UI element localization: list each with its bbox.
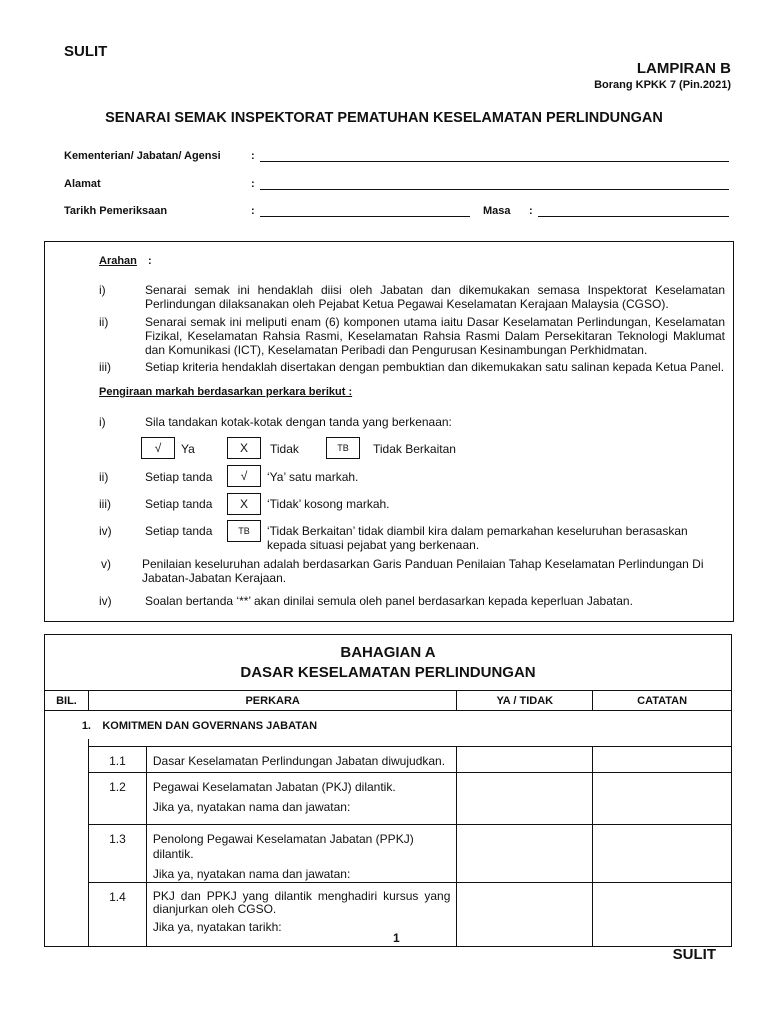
address-input-line[interactable] <box>260 189 729 190</box>
legend-yes: Ya <box>181 442 195 456</box>
row-subtext: Jika ya, nyatakan tarikh: <box>152 920 282 934</box>
address-label: Alamat <box>64 178 101 190</box>
section-part: BAHAGIAN A <box>340 643 436 661</box>
appendix-label: LAMPIRAN B <box>636 60 731 77</box>
row-text: Dasar Keselamatan Perlindungan Jabatan diwujudkan. <box>146 747 457 773</box>
page-number: 1 <box>393 931 400 945</box>
time-input-line[interactable] <box>538 216 729 217</box>
ya-tidak-cell[interactable] <box>457 773 593 825</box>
row-text: PKJ dan PPKJ yang dilantik menghadiri kursus yang dianjurkan oleh CGSO. <box>152 889 451 916</box>
ya-tidak-cell[interactable] <box>457 747 593 773</box>
scoring-label: Setiap tanda <box>145 524 213 538</box>
legend-no: Tidak <box>270 442 299 456</box>
section-a-table <box>44 634 732 947</box>
row-text: Pegawai Keselamatan Jabatan (PKJ) dilantik. <box>152 780 396 794</box>
col-header-ya-tidak: YA / TIDAK <box>457 691 593 711</box>
instruction-num: i) <box>99 283 106 297</box>
scoring-heading: Pengiraan markah berdasarkan perkara berikut : <box>99 386 353 398</box>
col-header-bil: BIL. <box>45 691 89 711</box>
scoring-num: i) <box>99 415 106 429</box>
classification-top: SULIT <box>64 43 108 60</box>
group-header <box>45 711 732 739</box>
row-number: 1.3 <box>88 825 146 883</box>
legend-na: Tidak Berkaitan <box>373 442 456 456</box>
row-cell <box>146 883 457 947</box>
section-name: DASAR KESELAMATAN PERLINDUNGAN <box>240 663 536 681</box>
form-reference: Borang KPKK 7 (Pin.2021) <box>594 79 731 91</box>
date-colon: : <box>251 205 255 217</box>
instructions-heading: Arahan <box>99 255 137 267</box>
scoring-text: Penilaian keseluruhan adalah berdasarkan Garis Panduan Penilaian Tahap Keselamatan Perlindungan Di Jabatan-Jabatan Kerajaan. <box>142 557 704 585</box>
row-number: 1.4 <box>88 883 146 947</box>
instruction-num: ii) <box>99 315 109 329</box>
section-heading <box>45 635 732 691</box>
na-mark-box: TB <box>227 520 261 542</box>
scoring-text: ‘Tidak Berkaitan’ tidak diambil kira dalam pemarkahan keseluruhan berasaskan kepada situasi pejabat yang berkenaan. <box>267 524 688 552</box>
time-colon: : <box>529 205 533 217</box>
scoring-num: ii) <box>99 470 109 484</box>
classification-bottom: SULIT <box>672 946 716 963</box>
ministry-input-line[interactable] <box>260 161 729 162</box>
table-row <box>45 747 732 773</box>
instructions-heading-colon: : <box>148 255 152 267</box>
cross-mark-box: X <box>227 437 261 459</box>
ya-tidak-cell[interactable] <box>457 883 593 947</box>
table-row <box>45 773 732 825</box>
scoring-num: iv) <box>99 594 112 608</box>
scoring-text: Soalan bertanda ‘**’ akan dinilai semula oleh panel berdasarkan kepada keperluan Jabatan. <box>145 594 633 608</box>
date-input-line[interactable] <box>260 216 470 217</box>
row-number: 1.2 <box>88 773 146 825</box>
document-title: SENARAI SEMAK INSPEKTORAT PEMATUHAN KESELAMATAN PERLINDUNGAN <box>105 110 663 126</box>
na-mark-box: TB <box>326 437 360 459</box>
catatan-cell[interactable] <box>593 883 732 947</box>
address-colon: : <box>251 178 255 190</box>
row-subtext: Jika ya, nyatakan nama dan jawatan: <box>152 800 351 814</box>
table-row <box>45 883 732 947</box>
row-cell <box>146 773 457 825</box>
row-subtext: Jika ya, nyatakan nama dan jawatan: <box>152 867 351 881</box>
row-cell <box>146 825 457 883</box>
scoring-text: Sila tandakan kotak-kotak dengan tanda yang berkenaan: <box>145 415 452 429</box>
tick-mark-box: √ <box>141 437 175 459</box>
tick-mark-box: √ <box>227 465 261 487</box>
catatan-cell[interactable] <box>593 747 732 773</box>
instruction-text: Setiap kriteria hendaklah disertakan dengan pembuktian dan dikemukakan satu salinan kepada Ketua Panel. <box>145 360 725 374</box>
scoring-text: ‘Ya’ satu markah. <box>267 470 359 484</box>
row-number: 1.1 <box>88 747 146 773</box>
row-text: Penolong Pegawai Keselamatan Jabatan (PPKJ) dilantik. <box>152 832 414 861</box>
scoring-num: iii) <box>99 497 111 511</box>
ministry-colon: : <box>251 150 255 162</box>
date-label: Tarikh Pemeriksaan <box>64 205 168 217</box>
group-title: KOMITMEN DAN GOVERNANS JABATAN <box>102 719 318 732</box>
ya-tidak-cell[interactable] <box>457 825 593 883</box>
cross-mark-box: X <box>227 493 261 515</box>
scoring-text: ‘Tidak’ kosong markah. <box>267 497 390 511</box>
ministry-label: Kementerian/ Jabatan/ Agensi <box>64 150 221 162</box>
col-header-perkara: PERKARA <box>88 691 456 711</box>
scoring-num: v) <box>101 557 111 571</box>
table-row <box>45 825 732 883</box>
group-number: 1. <box>81 719 91 732</box>
instruction-text: Senarai semak ini meliputi enam (6) komponen utama iaitu Dasar Keselamatan Perlindungan, Keselamatan Fizikal, Keselamatan Rahsia Rasmi, Keselamatan Rahsia Rasmi Dalam Persekitaran Teknologi Maklumat dan Komunikasi (ICT), Keselamatan Peribadi dan Pengurusan Kesinambungan Perkhidmatan. <box>145 315 725 357</box>
time-label: Masa <box>483 205 511 217</box>
catatan-cell[interactable] <box>593 825 732 883</box>
scoring-label: Setiap tanda <box>145 470 213 484</box>
instruction-text: Senarai semak ini hendaklah diisi oleh Jabatan dan dikemukakan semasa Inspektorat Keselamatan Perlindungan dilaksanakan oleh Pejabat Ketua Pegawai Keselamatan Kerajaan Malaysia (CGSO). <box>145 283 725 311</box>
col-header-catatan: CATATAN <box>593 691 732 711</box>
scoring-num: iv) <box>99 524 112 538</box>
instruction-num: iii) <box>99 360 111 374</box>
catatan-cell[interactable] <box>593 773 732 825</box>
scoring-label: Setiap tanda <box>145 497 213 511</box>
